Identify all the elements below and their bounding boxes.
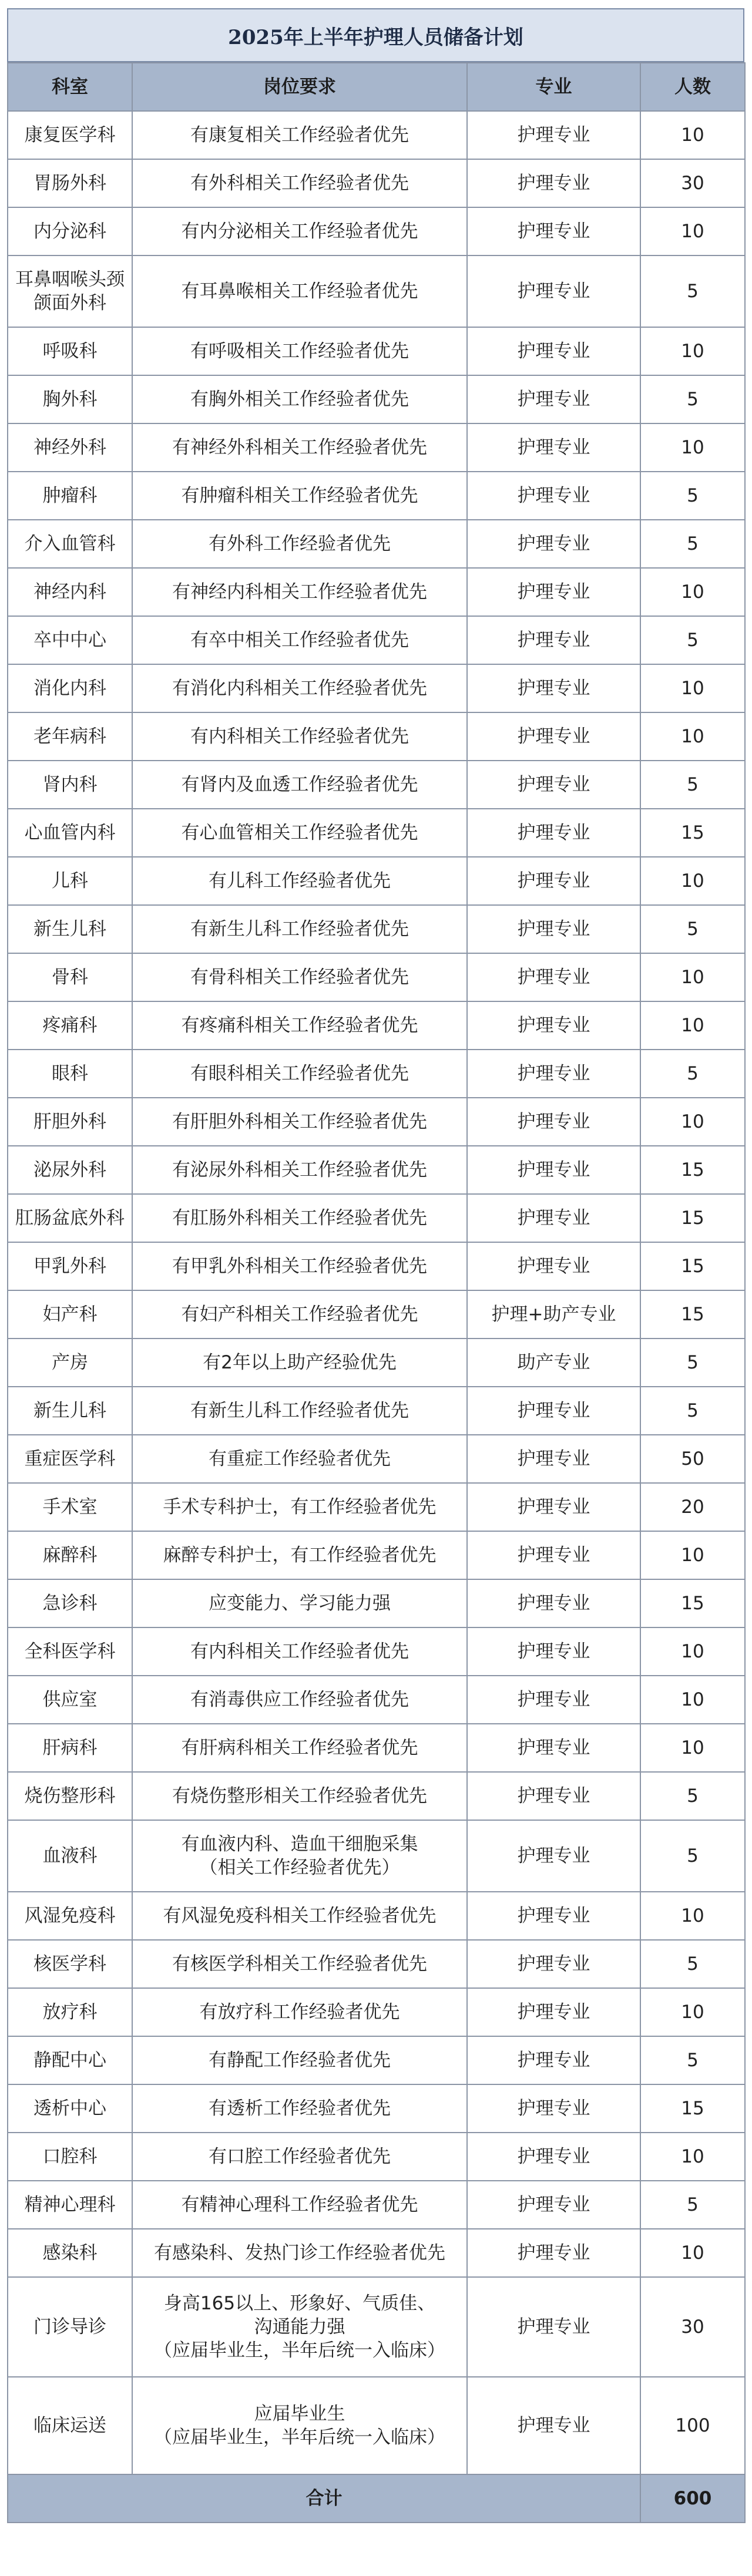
cell-requirement: 有妇产科相关工作经验者优先 [132,1290,467,1339]
cell-dept: 麻醉科 [8,1531,132,1579]
table-row [8,1820,745,1892]
cell-dept: 介入血管科 [8,520,132,568]
table-row [8,1339,745,1387]
table-row [8,1940,745,1988]
cell-dept: 肾内科 [8,761,132,809]
cell-count: 15 [640,1242,745,1290]
cell-requirement: 有2年以上助产经验优先 [132,1339,467,1387]
table-row [8,520,745,568]
cell-requirement: 有风湿免疫科相关工作经验者优先 [132,1892,467,1940]
cell-requirement: 有儿科工作经验者优先 [132,857,467,905]
cell-count: 5 [640,761,745,809]
cell-major: 护理专业 [467,2036,640,2084]
cell-requirement: 有泌尿外科相关工作经验者优先 [132,1146,467,1194]
cell-dept: 眼科 [8,1050,132,1098]
cell-dept: 精神心理科 [8,2181,132,2229]
cell-major: 护理专业 [467,1194,640,1242]
header-requirement: 岗位要求 [132,63,467,111]
table-row [8,1194,745,1242]
cell-major: 护理专业 [467,207,640,255]
cell-major: 护理专业 [467,616,640,664]
table-row [8,255,745,327]
cell-dept: 核医学科 [8,1940,132,1988]
cell-requirement: 有精神心理科工作经验者优先 [132,2181,467,2229]
table-row [8,327,745,375]
cell-requirement: 有外科工作经验者优先 [132,520,467,568]
cell-count: 5 [640,375,745,423]
table-row [8,616,745,664]
cell-dept: 感染科 [8,2229,132,2277]
cell-requirement: 有内科相关工作经验者优先 [132,1627,467,1676]
cell-requirement: 有外科相关工作经验者优先 [132,159,467,207]
cell-major: 护理专业 [467,1724,640,1772]
cell-dept: 骨科 [8,953,132,1001]
cell-requirement: 应届毕业生 （应届毕业生，半年后统一入临床） [132,2377,467,2474]
table-row [8,1242,745,1290]
cell-requirement: 有神经外科相关工作经验者优先 [132,423,467,472]
cell-count: 5 [640,1050,745,1098]
cell-count: 10 [640,712,745,761]
cell-dept: 临床运送 [8,2377,132,2474]
cell-count: 5 [640,472,745,520]
cell-major: 护理专业 [467,1242,640,1290]
cell-dept: 耳鼻咽喉头颈 颌面外科 [8,255,132,327]
cell-requirement: 有口腔工作经验者优先 [132,2133,467,2181]
cell-requirement: 有消毒供应工作经验者优先 [132,1676,467,1724]
cell-count: 5 [640,520,745,568]
table-row [8,2229,745,2277]
cell-count: 5 [640,2036,745,2084]
cell-major: 护理专业 [467,1892,640,1940]
cell-requirement: 有血液内科、造血干细胞采集 （相关工作经验者优先） [132,1820,467,1892]
cell-count: 10 [640,1724,745,1772]
cell-major: 护理专业 [467,1146,640,1194]
cell-requirement: 有眼科相关工作经验者优先 [132,1050,467,1098]
table-row [8,1676,745,1724]
cell-major: 护理专业 [467,111,640,159]
cell-count: 10 [640,327,745,375]
cell-requirement: 有烧伤整形相关工作经验者优先 [132,1772,467,1820]
cell-major: 护理专业 [467,1001,640,1050]
cell-count: 15 [640,1194,745,1242]
cell-major: 护理专业 [467,857,640,905]
cell-count: 5 [640,1339,745,1387]
cell-major: 护理专业 [467,1098,640,1146]
cell-count: 15 [640,1146,745,1194]
table-row [8,809,745,857]
cell-dept: 产房 [8,1339,132,1387]
cell-count: 5 [640,1820,745,1892]
cell-count: 10 [640,1098,745,1146]
cell-requirement: 有耳鼻喉相关工作经验者优先 [132,255,467,327]
cell-dept: 新生儿科 [8,1387,132,1435]
cell-count: 5 [640,255,745,327]
table-row [8,1001,745,1050]
cell-requirement: 有心血管相关工作经验者优先 [132,809,467,857]
cell-requirement: 有感染科、发热门诊工作经验者优先 [132,2229,467,2277]
cell-dept: 放疗科 [8,1988,132,2036]
cell-major: 护理专业 [467,664,640,712]
cell-count: 10 [640,857,745,905]
cell-major: 护理专业 [467,1627,640,1676]
table-row [8,761,745,809]
table-row [8,664,745,712]
cell-major: 护理专业 [467,1531,640,1579]
table-row [8,2036,745,2084]
cell-count: 5 [640,1772,745,1820]
table-body [8,111,745,2474]
cell-requirement: 有内分泌相关工作经验者优先 [132,207,467,255]
cell-dept: 老年病科 [8,712,132,761]
cell-major: 护理专业 [467,1940,640,1988]
cell-requirement: 有内科相关工作经验者优先 [132,712,467,761]
header-count: 人数 [640,63,745,111]
cell-requirement: 身高165以上、形象好、气质佳、 沟通能力强 （应届毕业生，半年后统一入临床） [132,2277,467,2377]
cell-major: 护理专业 [467,1772,640,1820]
cell-count: 10 [640,953,745,1001]
cell-count: 10 [640,207,745,255]
table-row [8,1483,745,1531]
cell-dept: 风湿免疫科 [8,1892,132,1940]
table-row [8,712,745,761]
cell-dept: 烧伤整形科 [8,1772,132,1820]
cell-dept: 急诊科 [8,1579,132,1627]
cell-dept: 手术室 [8,1483,132,1531]
cell-requirement: 有新生儿科工作经验者优先 [132,905,467,953]
cell-requirement: 有肛肠外科相关工作经验者优先 [132,1194,467,1242]
cell-major: 护理专业 [467,2084,640,2133]
cell-dept: 儿科 [8,857,132,905]
cell-count: 30 [640,159,745,207]
header-dept: 科室 [8,63,132,111]
cell-requirement: 有肝胆外科相关工作经验者优先 [132,1098,467,1146]
cell-requirement: 有疼痛科相关工作经验者优先 [132,1001,467,1050]
cell-requirement: 应变能力、学习能力强 [132,1579,467,1627]
cell-requirement: 有消化内科相关工作经验者优先 [132,664,467,712]
cell-dept: 呼吸科 [8,327,132,375]
cell-requirement: 有呼吸相关工作经验者优先 [132,327,467,375]
total-value: 600 [640,2474,745,2523]
cell-count: 10 [640,664,745,712]
table-row [8,111,745,159]
cell-dept: 全科医学科 [8,1627,132,1676]
plan-table [7,62,746,2523]
cell-dept: 静配中心 [8,2036,132,2084]
table-row [8,1627,745,1676]
cell-requirement: 有神经内科相关工作经验者优先 [132,568,467,616]
cell-major: 助产专业 [467,1339,640,1387]
cell-count: 30 [640,2277,745,2377]
cell-requirement: 有康复相关工作经验者优先 [132,111,467,159]
plan-sheet [7,8,744,2523]
cell-major: 护理专业 [467,2377,640,2474]
cell-major: 护理专业 [467,375,640,423]
cell-requirement: 有肿瘤科相关工作经验者优先 [132,472,467,520]
table-row [8,2084,745,2133]
cell-dept: 泌尿外科 [8,1146,132,1194]
cell-dept: 肝病科 [8,1724,132,1772]
cell-requirement: 有新生儿科工作经验者优先 [132,1387,467,1435]
cell-major: 护理专业 [467,953,640,1001]
cell-major: 护理专业 [467,712,640,761]
cell-major: 护理专业 [467,1483,640,1531]
cell-count: 5 [640,616,745,664]
cell-dept: 妇产科 [8,1290,132,1339]
cell-count: 15 [640,1290,745,1339]
cell-count: 10 [640,568,745,616]
cell-requirement: 有静配工作经验者优先 [132,2036,467,2084]
cell-dept: 供应室 [8,1676,132,1724]
table-row [8,1146,745,1194]
table-row [8,1724,745,1772]
table-row [8,1892,745,1940]
table-row [8,2181,745,2229]
cell-dept: 内分泌科 [8,207,132,255]
table-row [8,857,745,905]
cell-major: 护理专业 [467,255,640,327]
table-row [8,423,745,472]
cell-count: 5 [640,1387,745,1435]
table-row [8,1988,745,2036]
cell-major: 护理专业 [467,761,640,809]
table-row [8,159,745,207]
cell-major: 护理专业 [467,423,640,472]
cell-major: 护理专业 [467,2277,640,2377]
cell-count: 10 [640,1531,745,1579]
table-row [8,1579,745,1627]
cell-dept: 透析中心 [8,2084,132,2133]
cell-major: 护理专业 [467,327,640,375]
cell-major: 护理专业 [467,1676,640,1724]
total-label: 合计 [8,2474,640,2523]
table-row [8,568,745,616]
cell-major: 护理专业 [467,2133,640,2181]
cell-requirement: 有肝病科相关工作经验者优先 [132,1724,467,1772]
cell-count: 10 [640,2229,745,2277]
table-row [8,2277,745,2377]
cell-major: 护理专业 [467,809,640,857]
cell-requirement: 有卒中相关工作经验者优先 [132,616,467,664]
cell-count: 15 [640,2084,745,2133]
cell-requirement: 手术专科护士，有工作经验者优先 [132,1483,467,1531]
table-row [8,472,745,520]
cell-major: 护理专业 [467,1050,640,1098]
cell-count: 10 [640,1892,745,1940]
table-row [8,1290,745,1339]
cell-dept: 卒中中心 [8,616,132,664]
cell-major: 护理专业 [467,1820,640,1892]
cell-count: 10 [640,1676,745,1724]
page-title: 2025年上半年护理人员储备计划 [7,8,744,62]
cell-major: 护理专业 [467,1435,640,1483]
table-row [8,375,745,423]
cell-count: 50 [640,1435,745,1483]
cell-dept: 肿瘤科 [8,472,132,520]
cell-major: 护理专业 [467,1387,640,1435]
cell-major: 护理专业 [467,2229,640,2277]
table-row [8,207,745,255]
cell-count: 100 [640,2377,745,2474]
header-major: 专业 [467,63,640,111]
cell-dept: 血液科 [8,1820,132,1892]
table-header-row [8,63,745,111]
cell-dept: 心血管内科 [8,809,132,857]
cell-count: 15 [640,809,745,857]
cell-requirement: 麻醉专科护士，有工作经验者优先 [132,1531,467,1579]
cell-requirement: 有透析工作经验者优先 [132,2084,467,2133]
cell-major: 护理专业 [467,2181,640,2229]
total-row [8,2474,745,2523]
cell-dept: 胃肠外科 [8,159,132,207]
cell-count: 10 [640,423,745,472]
cell-major: 护理专业 [467,1988,640,2036]
cell-dept: 重症医学科 [8,1435,132,1483]
table-row [8,1387,745,1435]
cell-count: 10 [640,111,745,159]
cell-requirement: 有肾内及血透工作经验者优先 [132,761,467,809]
cell-dept: 门诊导诊 [8,2277,132,2377]
cell-count: 5 [640,1940,745,1988]
cell-dept: 疼痛科 [8,1001,132,1050]
cell-count: 20 [640,1483,745,1531]
cell-count: 5 [640,2181,745,2229]
cell-requirement: 有重症工作经验者优先 [132,1435,467,1483]
table-row [8,1772,745,1820]
cell-requirement: 有骨科相关工作经验者优先 [132,953,467,1001]
table-row [8,1531,745,1579]
table-row [8,1435,745,1483]
cell-dept: 肝胆外科 [8,1098,132,1146]
table-row [8,905,745,953]
cell-count: 10 [640,1001,745,1050]
cell-major: 护理+助产专业 [467,1290,640,1339]
cell-requirement: 有核医学科相关工作经验者优先 [132,1940,467,1988]
cell-dept: 肛肠盆底外科 [8,1194,132,1242]
cell-count: 15 [640,1579,745,1627]
cell-dept: 口腔科 [8,2133,132,2181]
cell-major: 护理专业 [467,568,640,616]
cell-count: 10 [640,1627,745,1676]
table-row [8,2133,745,2181]
cell-requirement: 有放疗科工作经验者优先 [132,1988,467,2036]
cell-dept: 甲乳外科 [8,1242,132,1290]
cell-major: 护理专业 [467,472,640,520]
table-row [8,1050,745,1098]
cell-dept: 消化内科 [8,664,132,712]
cell-major: 护理专业 [467,1579,640,1627]
table-row [8,2377,745,2474]
cell-requirement: 有胸外相关工作经验者优先 [132,375,467,423]
cell-major: 护理专业 [467,159,640,207]
cell-major: 护理专业 [467,520,640,568]
cell-requirement: 有甲乳外科相关工作经验者优先 [132,1242,467,1290]
table-row [8,953,745,1001]
cell-count: 10 [640,2133,745,2181]
cell-dept: 神经外科 [8,423,132,472]
cell-dept: 神经内科 [8,568,132,616]
table-row [8,1098,745,1146]
cell-major: 护理专业 [467,905,640,953]
cell-count: 5 [640,905,745,953]
cell-count: 10 [640,1988,745,2036]
cell-dept: 新生儿科 [8,905,132,953]
cell-dept: 胸外科 [8,375,132,423]
cell-dept: 康复医学科 [8,111,132,159]
